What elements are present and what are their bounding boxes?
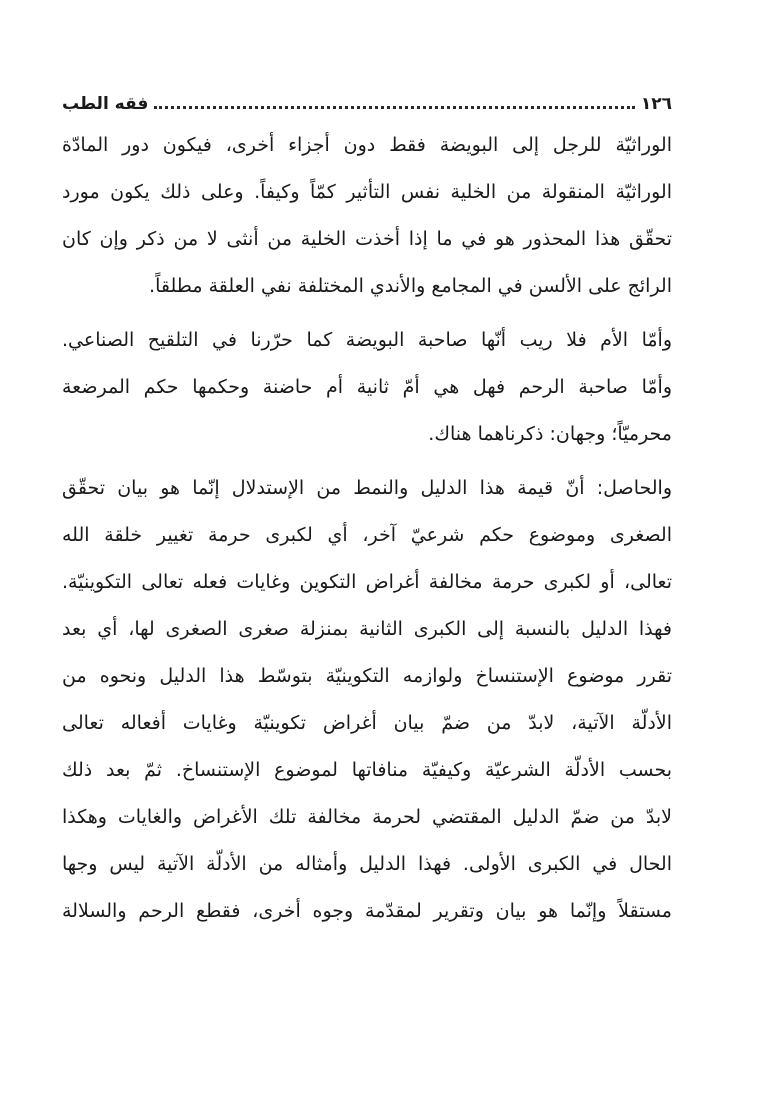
text-line: الوراثيّة للرجل إلى البويضة فقط دون أجزاء أخرى، فيكون دور المادّة — [62, 134, 672, 156]
text-line: مستقلاً وإنّما هو بيان وتقرير لمقدّمة وجوه أخرى، فقطع الرحم والسلالة — [62, 900, 672, 922]
text-line: الرائج على الألسن في المجامع والأندي المختلفة نفي العلقة مطلقاً. — [149, 275, 672, 297]
text-line: تقرر موضوع الإستنساخ ولوازمه التكوينيّة بتوسّط هذا الدليل ونحوه من — [62, 665, 672, 687]
text-line: تحقّق هذا المحذور هو في ما إذا أخذت الخلية من أنثى لا من ذكر وإن كان — [62, 228, 672, 250]
text-line: والحاصل: أنّ قيمة هذا الدليل والنمط من الإستدلال إنّما هو بيان تحقّق — [62, 477, 672, 499]
text-line: وأمّا صاحبة الرحم فهل هي أمّ ثانية أم حاضنة وحكمها حكم المرضعة — [62, 376, 672, 398]
text-line: بحسب الأدلّة الشرعيّة وكيفيّة منافاتها لموضوع الإستنساخ. ثمّ بعد ذلك — [62, 759, 672, 781]
page-number: ١٢٦ — [640, 94, 672, 114]
text-line: فهذا الدليل بالنسبة إلى الكبرى الثانية بمنزلة صغرى الصغرى لها، أي بعد — [62, 618, 672, 640]
text-line: لابدّ من ضمّ الدليل المقتضي لحرمة مخالفة تلك الأغراض والغايات وهكذا — [62, 806, 672, 828]
text-line: الوراثيّة المنقولة من الخلية نفس التأثير كمّاً وكيفاً. وعلى ذلك يكون مورد — [62, 181, 672, 203]
header-dot-leader — [154, 106, 634, 109]
running-header — [62, 86, 672, 114]
text-line: الحال في الكبرى الأولى. فهذا الدليل وأمثاله من الأدلّة الآتية ليس وجها — [62, 853, 672, 875]
text-line: الصغرى وموضوع حكم شرعيّ آخر، أي لكبرى حرمة تغيير خلقة الله — [62, 524, 672, 546]
text-line: الأدلّة الآتية، لابدّ من ضمّ بيان أغراض تكوينيّة وغايات أفعاله تعالى — [62, 712, 672, 734]
text-line: وأمّا الأم فلا ريب أنّها صاحبة البويضة كما حرّرنا في التلقيح الصناعي. — [62, 329, 672, 351]
body-text — [62, 122, 672, 935]
text-line: تعالى، أو لكبرى حرمة مخالفة أغراض التكوين وغايات فعله تعالى التكوينيّة. — [62, 571, 672, 593]
running-title: فقه الطب — [62, 94, 149, 114]
text-line: محرميّاً؛ وجهان: ذكرناهما هناك. — [428, 423, 672, 445]
